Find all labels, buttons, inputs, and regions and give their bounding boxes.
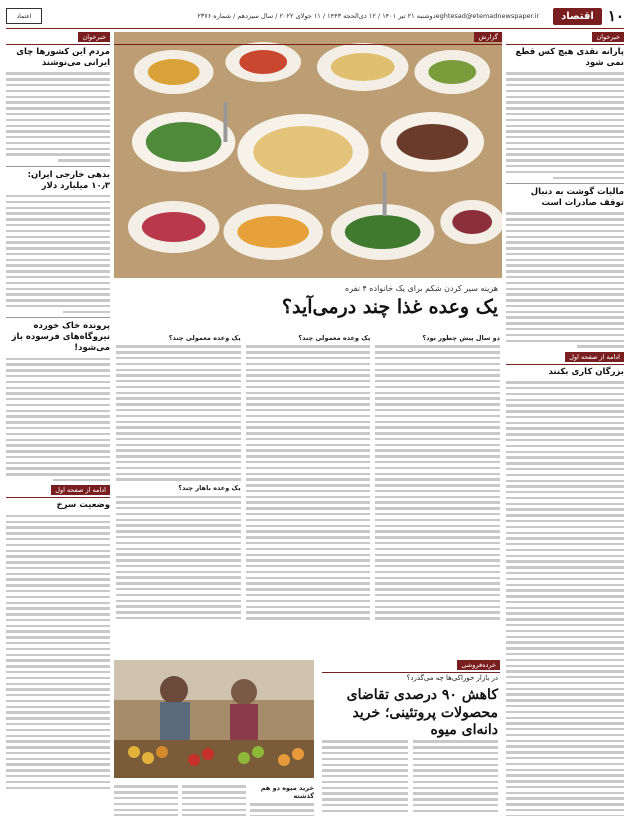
right-tagbar-1 [506,32,624,45]
main-headline: یک وعده غذا چند درمی‌آید؟ [281,296,498,318]
secondary-kicker: در بازار خوراکی‌ها چه می‌گذرد؟ [406,674,498,682]
body-text [322,740,408,816]
story-headline: مردم این کشورها چای ایرانی می‌نوشند [16,47,110,69]
body-text [250,803,314,816]
section-tag: خبرخوان [592,32,624,42]
headline-kicker: هزینه سیر کردن شکم برای یک خانواده ۴ نفره [345,284,498,293]
page-number: ۱۰ [607,7,624,25]
body-text [506,381,624,816]
body-text [6,358,110,482]
main-story-body [116,332,500,620]
story-headline: وضعیت سرخ [56,500,110,511]
newspaper-logo: اعتماد [6,8,42,24]
section-tag: خرده‌فروشی [457,660,500,670]
subheading: یک وعده باهار چند؟ [178,484,241,493]
body-text [506,212,624,347]
section-tag: خبرخوان [78,32,110,42]
body-text [506,72,624,178]
secondary-story-body [322,737,498,816]
body-text [413,740,499,816]
secondary-headline: کاهش ۹۰ درصدی تقاضای محصولات پروتئینی؛ خرید دانه‌ای میوه [346,687,498,738]
body-text [116,345,241,480]
secondary-story-continued [114,782,314,816]
divider [506,183,624,184]
body-text [116,496,241,620]
body-text [6,515,110,789]
left-tagbar-2 [6,485,110,498]
right-column [506,32,624,816]
email-address: eghtesad@etemadnewspaper.ir [435,12,540,20]
subheading: یک وعده معمولی چند؟ [168,334,241,342]
body-text [114,785,178,816]
story-headline: پرونده خاک خورده نیروگاه‌های فرسوده باز می‌شود! [11,321,110,354]
main-tagbar [114,32,502,45]
subheading: دو سال پیش چطور بود؟ [422,334,500,342]
secondary-tagbar [322,660,500,673]
section-tag: ادامه از صفحه اول [51,485,110,495]
divider [6,317,110,318]
issue-line: دوشنبه ۲۱ تیر ۱۴۰۱ / ۱۲ ذی‌الحجه ۱۴۴۳ / ۱۱ جولای ۲۰۲۲ / سال سیزدهم / شماره ۲۳۷۶ [197,12,436,20]
section-tag: گزارش [474,32,502,42]
left-column [6,32,110,816]
left-tagbar-1 [6,32,110,45]
body-text [6,72,110,161]
section-tag: ادامه از صفحه اول [565,352,624,362]
subheading: خرید میوه دو هم گذشته [260,784,314,800]
story-headline: بزرگان کاری بکنند [548,366,624,377]
section-label: اقتصاد [553,8,602,25]
story-headline: مالیات گوشت به دنبال توقف صادرات است [530,186,624,208]
page-header [6,6,624,26]
body-text [6,195,110,313]
subheading: یک وعده معمولی چند؟ [298,334,371,342]
body-text [375,345,500,620]
right-tagbar-2 [506,352,624,365]
header-rule [6,28,624,29]
body-text [182,785,246,816]
food-spread-photo [114,32,502,278]
story-headline: پارانه نقدی هیچ کس قطع نمی شود [515,47,624,69]
story-headline: بدهی خارجی ایران: ۱۰٫۳ میلیارد دلار [27,169,110,191]
body-text [246,345,371,620]
divider [6,166,110,167]
fruit-market-photo [114,660,314,778]
main-column [114,32,502,816]
